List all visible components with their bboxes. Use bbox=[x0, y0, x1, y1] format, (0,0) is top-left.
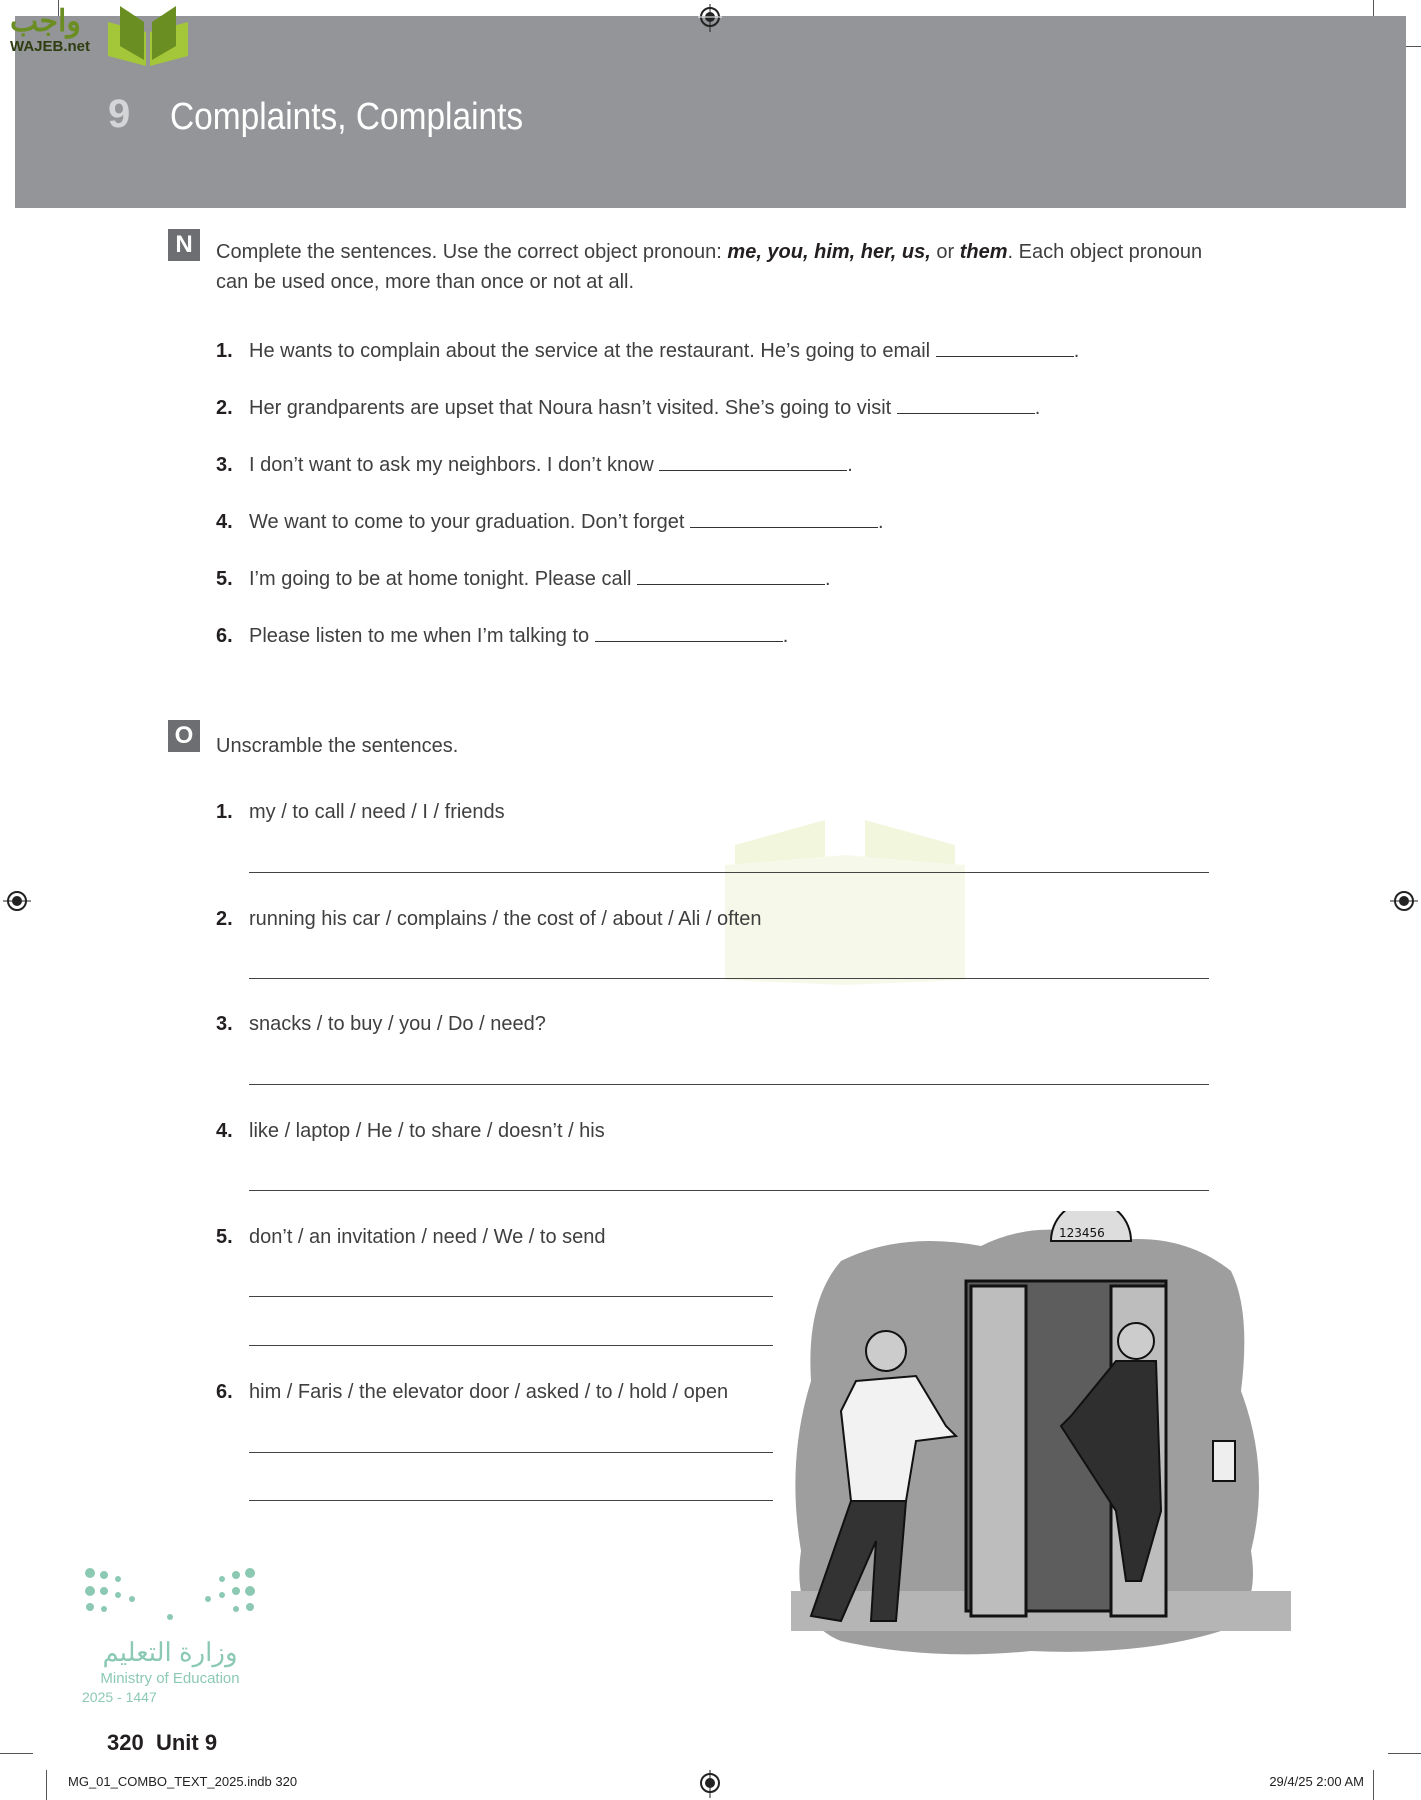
item-number: 6. bbox=[216, 1381, 233, 1403]
item-text: I’m going to be at home tonight. Please call bbox=[249, 568, 632, 590]
item-text: don’t / an invitation / need / We / to send bbox=[249, 1226, 606, 1248]
item-text: snacks / to buy / you / Do / need? bbox=[249, 1013, 546, 1035]
wajeb-logo bbox=[10, 6, 90, 55]
item-number: 3. bbox=[216, 1013, 233, 1035]
instruction-text: . Each object pronoun can be used once, more than once or not at all. bbox=[216, 241, 1203, 293]
crop-mark bbox=[1373, 1770, 1374, 1800]
exercise-o-item bbox=[216, 1120, 605, 1143]
ministry-dots-icon bbox=[82, 1565, 258, 1623]
exercise-o-item bbox=[216, 1381, 728, 1404]
exercise-o-item bbox=[216, 908, 762, 931]
wajeb-watermark bbox=[725, 815, 965, 990]
watermark-book-icon bbox=[725, 815, 965, 985]
exercise-n-item: 2. Her grandparents are upset that Noura hasn’t visited. She’s going to visit . bbox=[216, 397, 1041, 419]
answer-line[interactable] bbox=[249, 1500, 773, 1501]
item-text: We want to come to your graduation. Don’t forget bbox=[249, 511, 685, 533]
item-text: Please listen to me when I’m talking to bbox=[249, 625, 590, 647]
logo-latin: WAJEB.net bbox=[10, 38, 91, 55]
elevator-illustration bbox=[781, 1211, 1291, 1661]
answer-blank[interactable] bbox=[897, 395, 1035, 414]
item-number: 5. bbox=[216, 1226, 233, 1248]
exercise-n-item: 6. Please listen to me when I’m talking to . bbox=[216, 625, 789, 647]
answer-blank[interactable] bbox=[659, 452, 847, 471]
item-text: Her grandparents are upset that Noura hasn’t visited. She’s going to visit bbox=[249, 397, 892, 419]
exercise-n-item: 4. We want to come to your graduation. Don’t forget . bbox=[216, 511, 884, 533]
crop-mark bbox=[1388, 1753, 1421, 1754]
footer-file: MG_01_COMBO_TEXT_2025.indb 320 bbox=[68, 1774, 298, 1789]
registration-mark-icon bbox=[698, 1770, 722, 1800]
exercise-o-item bbox=[216, 1013, 546, 1036]
item-number: 2. bbox=[216, 908, 233, 930]
answer-blank[interactable] bbox=[690, 509, 878, 528]
item-number: 1. bbox=[216, 340, 233, 362]
exercise-o-item bbox=[216, 801, 505, 824]
ministry-english: Ministry of Education bbox=[100, 1670, 240, 1687]
ministry-logo bbox=[82, 1565, 258, 1706]
crop-mark bbox=[46, 1770, 47, 1800]
instruction-text: Complete the sentences. Use the correct object pronoun: bbox=[216, 241, 728, 263]
answer-line[interactable] bbox=[249, 872, 1209, 873]
answer-blank[interactable] bbox=[637, 566, 825, 585]
elevator-door-left bbox=[971, 1286, 1026, 1616]
page-title: Complaints, Complaints bbox=[170, 96, 524, 138]
section-o-instruction: Unscramble the sentences. bbox=[216, 735, 459, 757]
exercise-o-item bbox=[216, 1226, 606, 1249]
unit-number: 9 bbox=[108, 92, 131, 136]
answer-line[interactable] bbox=[249, 1084, 1209, 1085]
floor-numbers: 123456 bbox=[1059, 1226, 1105, 1240]
ministry-arabic: وزارة التعليم bbox=[102, 1637, 238, 1667]
exercise-n-item: 5. I’m going to be at home tonight. Please call . bbox=[216, 568, 831, 590]
item-text: I don’t want to ask my neighbors. I don’t know bbox=[249, 454, 654, 476]
answer-line[interactable] bbox=[249, 1452, 773, 1453]
pronoun-list: me, you, him, her, us, bbox=[727, 241, 931, 263]
item-number: 1. bbox=[216, 801, 233, 823]
answer-blank[interactable] bbox=[936, 338, 1074, 357]
answer-blank[interactable] bbox=[595, 623, 783, 642]
book-logo-icon bbox=[106, 4, 190, 66]
item-number: 6. bbox=[216, 625, 233, 647]
answer-line[interactable] bbox=[249, 978, 1209, 979]
elevator-buttons bbox=[1213, 1441, 1235, 1481]
crop-mark bbox=[0, 1753, 33, 1754]
registration-mark-icon bbox=[1390, 887, 1418, 915]
item-number: 4. bbox=[216, 511, 233, 533]
item-text: him / Faris / the elevator door / asked / to / hold / open bbox=[249, 1381, 729, 1403]
section-badge-n: N bbox=[168, 229, 200, 261]
exercise-n-item: 3. I don’t want to ask my neighbors. I don’t know . bbox=[216, 454, 853, 476]
answer-line[interactable] bbox=[249, 1345, 773, 1346]
ministry-years: 2025 - 1447 bbox=[82, 1689, 157, 1705]
section-n-instruction bbox=[216, 237, 1206, 297]
item-number: 5. bbox=[216, 568, 233, 590]
item-number: 4. bbox=[216, 1120, 233, 1142]
item-text: He wants to complain about the service at the restaurant. He’s going to email bbox=[249, 340, 931, 362]
exercise-n-item: 1. He wants to complain about the service at the restaurant. He’s going to email . bbox=[216, 340, 1080, 362]
logo-arabic: واجب bbox=[10, 5, 81, 38]
item-text: running his car / complains / the cost of / about / Ali / often bbox=[249, 908, 762, 930]
answer-line[interactable] bbox=[249, 1296, 773, 1297]
page-number-label bbox=[107, 1730, 217, 1756]
item-number: 2. bbox=[216, 397, 233, 419]
item-text: my / to call / need / I / friends bbox=[249, 801, 505, 823]
footer-date: 29/4/25 2:00 AM bbox=[1269, 1774, 1364, 1789]
item-number: 3. bbox=[216, 454, 233, 476]
section-badge-o: O bbox=[168, 720, 200, 752]
answer-line[interactable] bbox=[249, 1190, 1209, 1191]
pronoun-them: them bbox=[959, 241, 1008, 263]
page-unit: Unit 9 bbox=[155, 1730, 218, 1755]
instruction-text: or bbox=[930, 241, 960, 263]
registration-mark-icon bbox=[3, 887, 31, 915]
item-text: like / laptop / He / to share / doesn’t / his bbox=[249, 1120, 605, 1142]
page-number: 320 bbox=[107, 1730, 144, 1755]
registration-mark-icon bbox=[698, 4, 722, 34]
